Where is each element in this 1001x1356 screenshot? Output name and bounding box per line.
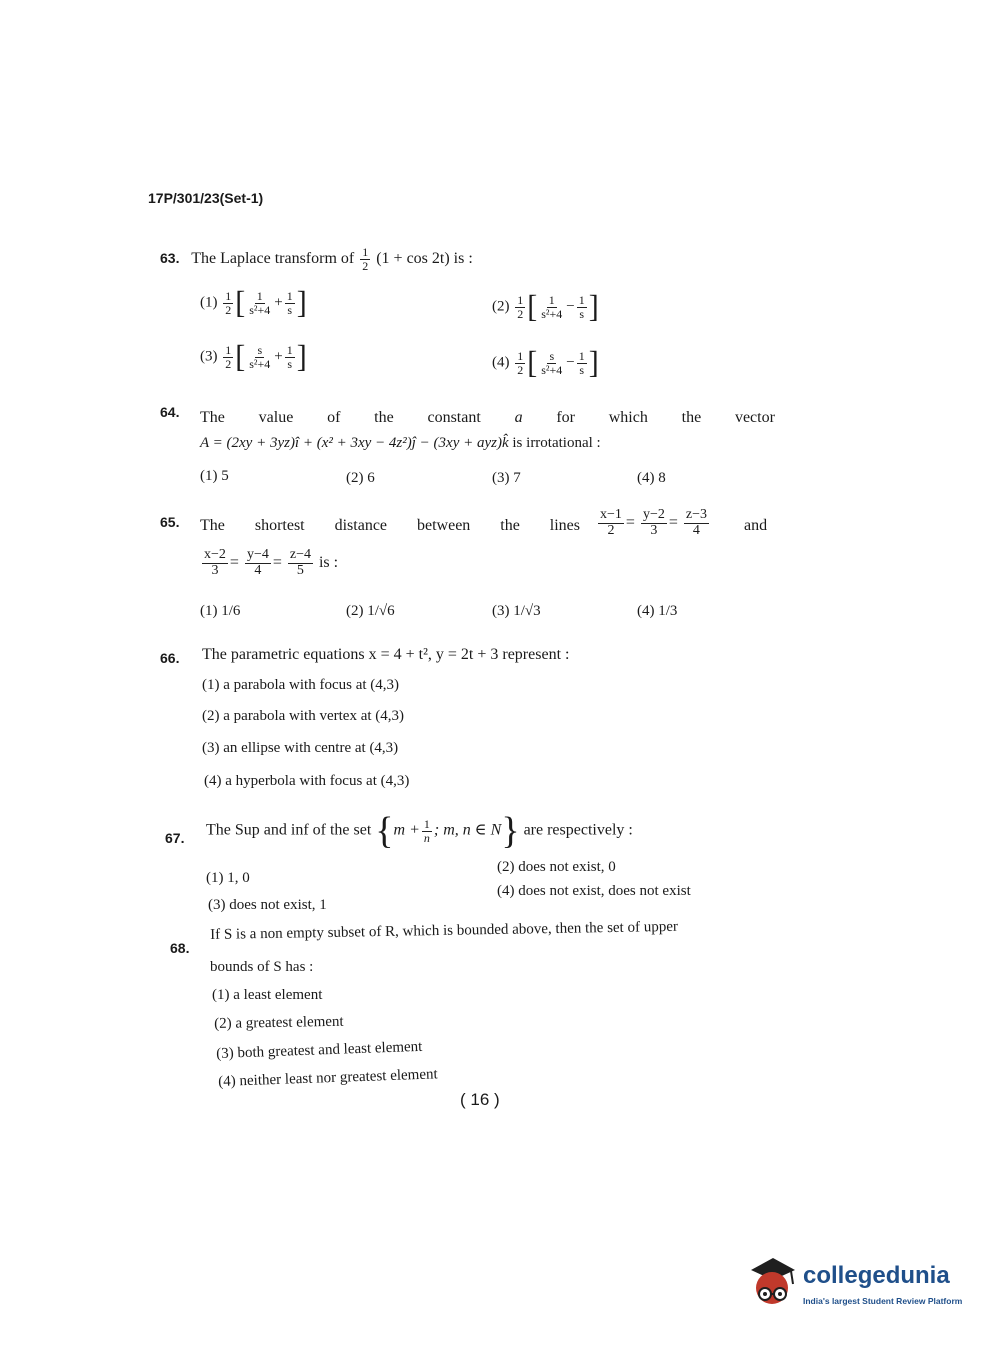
q67-option-2[interactable]: (2) does not exist, 0	[497, 859, 616, 875]
q65-option-2[interactable]: (2) 1/√6	[346, 603, 395, 619]
paper-code: 17P/301/23(Set-1)	[148, 190, 264, 206]
q67-option-4[interactable]: (4) does not exist, does not exist	[497, 883, 691, 899]
q68-option-1[interactable]: (1) a least element	[212, 987, 323, 1003]
q66-option-1[interactable]: (1) a parabola with focus at (4,3)	[202, 677, 400, 693]
question-65-stem: The shortest distance between the lines	[200, 517, 580, 534]
q64-option-2[interactable]: (2) 6	[346, 470, 375, 486]
question-64-vector: A = (2xy + 3yz)î + (x² + 3xy − 4z²)ĵ − (3xy + ayz)k̂ is irrotational :	[200, 435, 601, 451]
question-number: 64.	[160, 404, 180, 420]
question-number: 66.	[160, 650, 180, 666]
question-63: 63. The Laplace transform of $\frac{1}{2}$ (1 + cos 2t) is :	[160, 245, 473, 273]
q67-option-1[interactable]: (1) 1, 0	[206, 870, 250, 886]
question-number: 65.	[160, 514, 180, 530]
question-65-and: and	[744, 517, 768, 534]
q63-option-3[interactable]: (3) $\frac{1}{2}$ [ $\frac{s}{\text{s²+4}}$ + $\frac{1}{s}$ ]	[200, 339, 307, 374]
question-66-stem: The parametric equations x = 4 + t², y = 2t + 3 represent :	[202, 646, 570, 663]
question-number: 67.	[165, 830, 185, 846]
q63-option-2[interactable]: (2) $\frac{1}{2}$ [ $\frac{1}{\text{s²+4}}$ − $\frac{1}{s}$ ]	[492, 289, 599, 324]
q67-option-3[interactable]: (3) does not exist, 1	[208, 897, 327, 913]
q65-option-4[interactable]: (4) 1/3	[637, 603, 678, 619]
question-65-line1: $\frac{x-1}{2}$ = $\frac{y-2}{3}$ = $\frac{z-3}{4}$	[600, 507, 707, 538]
question-stem-suffix: (1 + cos 2t) is :	[376, 249, 473, 267]
question-67-stem: The Sup and inf of the set {m + $\frac{1}{n}$ ; m, n ∈ N} are respectively :	[206, 810, 633, 852]
mascot-icon	[743, 1254, 801, 1312]
question-64-stem: The value of the constant a for which the vector	[200, 409, 775, 426]
q64-option-3[interactable]: (3) 7	[492, 470, 521, 486]
page-number: ( 16 )	[460, 1090, 500, 1109]
question-68-stem-line2: bounds of S has :	[210, 959, 314, 975]
q65-option-1[interactable]: (1) 1/6	[200, 603, 241, 619]
brand-tagline: India's largest Student Review Platform	[803, 1296, 963, 1306]
q66-option-4[interactable]: (4) a hyperbola with focus at (4,3)	[204, 773, 410, 789]
q66-option-2[interactable]: (2) a parabola with vertex at (4,3)	[202, 708, 405, 724]
question-68-stem-line1: If S is a non empty subset of R, which is bounded above, then the set of upper	[210, 918, 679, 943]
q63-option-4[interactable]: (4) $\frac{1}{2}$ [ $\frac{s}{\text{s²+4}}$ − $\frac{1}{s}$ ]	[492, 345, 599, 380]
q64-option-4[interactable]: (4) 8	[637, 470, 666, 486]
collegedunia-watermark	[743, 1250, 973, 1316]
q64-option-1[interactable]: (1) 5	[200, 468, 229, 484]
question-number: 68.	[170, 940, 190, 956]
q66-option-3[interactable]: (3) an ellipse with centre at (4,3)	[202, 740, 399, 756]
q68-option-3[interactable]: (3) both greatest and least element	[216, 1038, 423, 1062]
q65-option-3[interactable]: (3) 1/√3	[492, 603, 541, 619]
question-number: 63.	[160, 249, 180, 266]
question-stem-prefix: The Laplace transform of	[191, 249, 355, 267]
question-65-line2: $\frac{x-2}{3}$ = $\frac{y-4}{4}$ = $\frac{z-4}{5}$ is :	[204, 547, 339, 578]
q68-option-4[interactable]: (4) neither least nor greatest element	[218, 1066, 438, 1090]
q63-option-1[interactable]: (1) $\frac{1}{2}$ [ $\frac{1}{\text{s²+4}}$ + $\frac{1}{s}$ ]	[200, 285, 307, 320]
q68-option-2[interactable]: (2) a greatest element	[214, 1013, 344, 1032]
brand-name: collegedunia	[803, 1262, 950, 1289]
